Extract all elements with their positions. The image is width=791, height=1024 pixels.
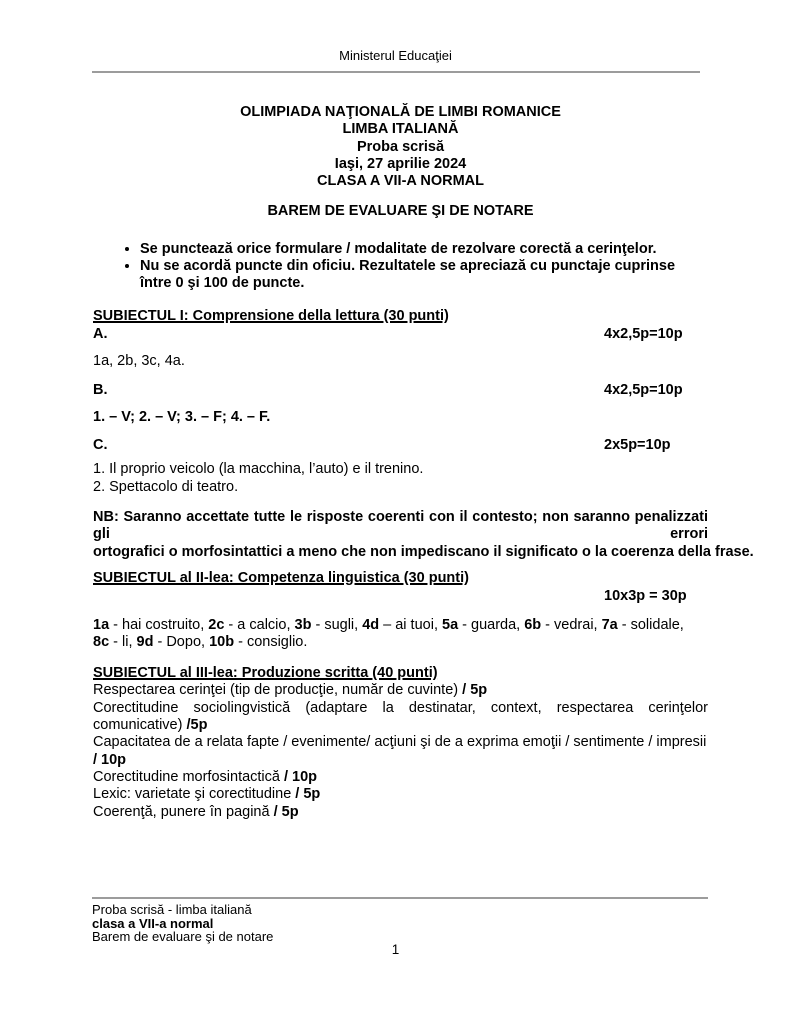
criterion-coerenta: Coerenţă, punere în pagină / 5p [93, 803, 299, 820]
item-b-answer: 1. – V; 2. – V; 3. – F; 4. – F. [93, 408, 271, 425]
subject1-row-c [93, 437, 708, 454]
general-notes [93, 241, 708, 293]
title-line-olympiad: OLIMPIADA NAŢIONALĂ DE LIMBI ROMANICE [240, 104, 561, 120]
subject2-heading: SUBIECTUL al II-lea: Competenza linguistica (30 punti) [93, 569, 469, 586]
criterion-points: / 10p [93, 751, 127, 768]
item-b-label: B. [93, 381, 108, 398]
title-block [93, 104, 708, 190]
ministry-header: Ministerul Educaţiei [339, 48, 452, 63]
criterion-sociolingvistica-line-2: comunicative) /5p [93, 717, 208, 734]
title-line-date: Iaşi, 27 aprilie 2024 [334, 155, 467, 172]
criterion-capacitatea-line-1: Capacitatea de a relata fapte / evenimente/ acţiuni şi de a exprima emoţii / sentimente / impresii [93, 734, 707, 751]
page-number: 1 [391, 942, 400, 957]
subject2-answers-line-1: 1a - hai costruito, 2c - a calcio, 3b - sugli, 4d – ai tuoi, 5a - guarda, 6b - vedrai, 7a - solidale, [93, 616, 684, 633]
subject1-row-a [93, 326, 708, 343]
title-line-class: CLASA A VII-A NORMAL [316, 173, 484, 190]
item-a-answer: 1a, 2b, 3c, 4a. [93, 353, 185, 370]
criterion-points: / 5p [273, 803, 299, 820]
subject2-points: 10x3p = 30p [604, 588, 687, 605]
general-note-item: • Se punctează orice formulare / modalitate de rezolvare corectă a cerinţelor. [140, 241, 708, 258]
item-b-points: 4x2,5p=10p [604, 381, 683, 398]
criterion-points: / 5p [462, 682, 488, 699]
criterion-morfosintactica: Corectitudine morfosintactică / 10p [93, 768, 318, 785]
criterion-respectarea: Respectarea cerinţei (tip de producţie, număr de cuvinte) / 5p [93, 682, 488, 699]
title-line-proba: Proba scrisă [356, 138, 445, 155]
subject2-answers-line-2: 8c - li, 9d - Dopo, 10b - consiglio. [93, 633, 308, 650]
page-footer [92, 897, 708, 944]
subject3-criteria [93, 682, 708, 820]
footer-rule [92, 897, 708, 899]
barem-title: BAREM DE EVALUARE ŞI DE NOTARE [267, 203, 534, 220]
criterion-sociolingvistica-line-1: Corectitudine sociolingvistică (adaptare la destinatar, context, respectarea cerinţelor [93, 699, 708, 716]
header-rule [92, 71, 700, 73]
item-c-label: C. [93, 437, 108, 454]
nb-note [93, 509, 754, 561]
criterion-points: / 10p [284, 768, 318, 785]
item-c-answer-2: 2. Spettacolo di teatro. [93, 478, 239, 495]
criterion-lexic: Lexic: varietate şi corectitudine / 5p [93, 786, 321, 803]
criterion-capacitatea-line-2 [93, 752, 708, 769]
footer-proba: Proba scrisă - limba italiană [92, 902, 252, 917]
subject1-row-b [93, 382, 708, 399]
item-c-points: 2x5p=10p [604, 437, 671, 454]
subject3-heading: SUBIECTUL al III-lea: Produzione scritta (40 punti) [93, 665, 438, 682]
subject1-heading: SUBIECTUL I: Comprensione della lettura (30 punti) [93, 307, 449, 324]
footer-barem: Barem de evaluare şi de notare [92, 929, 274, 945]
item-a-points: 4x2,5p=10p [604, 325, 683, 342]
item-a-label: A. [93, 325, 108, 342]
nb-note-line-1: NB: Saranno accettate tutte le risposte coerenti con il contesto; non saranno penalizzati gli errori [93, 509, 708, 543]
criterion-points: /5p [186, 717, 208, 734]
footer-clasa: clasa a VII-a normal [92, 915, 214, 931]
page-content [93, 104, 754, 821]
title-line-language: LIMBA ITALIANĂ [342, 121, 459, 138]
general-note-item: • Nu se acordă puncte din oficiu. Rezultatele se apreciază cu punctaje cuprinse între 0 şi 100 de puncte. [140, 258, 708, 293]
criterion-points: / 5p [295, 786, 321, 803]
subject2-answers [93, 617, 708, 652]
item-c-answer-1: 1. Il proprio veicolo (la macchina, l’auto) e il trenino. [93, 461, 424, 478]
nb-note-line-2: ortografici o morfosintattici a meno che non impediscano il significato o la coerenza della frase. [93, 543, 754, 560]
